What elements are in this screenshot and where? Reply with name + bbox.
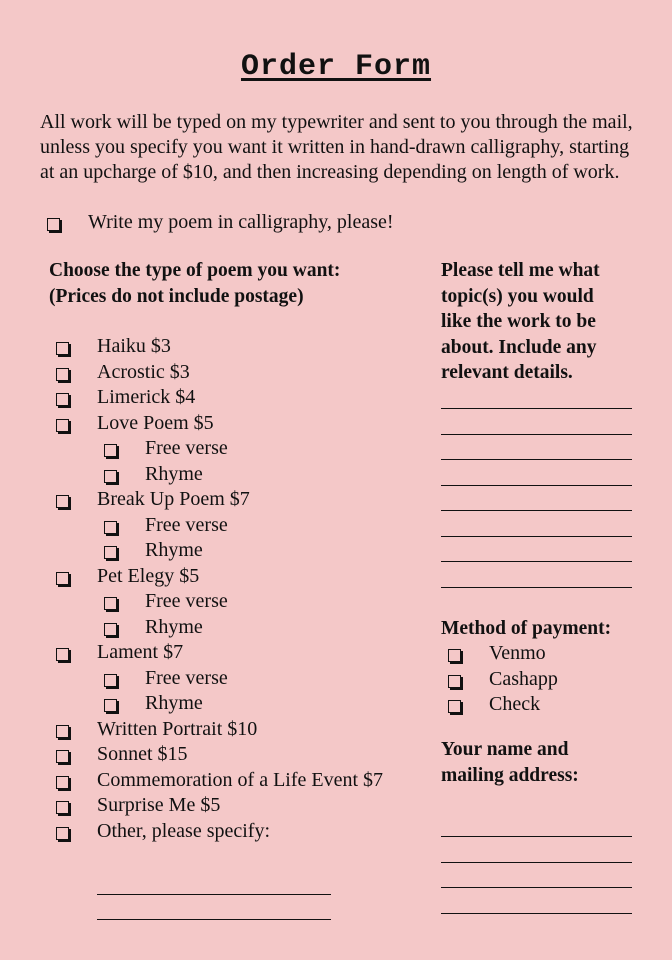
poem-option-label: Rhyme — [145, 539, 203, 561]
address-line[interactable] — [441, 836, 632, 837]
poem-option[interactable] — [49, 717, 419, 742]
checkbox-icon[interactable] — [104, 444, 117, 457]
poem-suboption[interactable] — [97, 538, 467, 563]
checkbox-icon[interactable] — [56, 572, 69, 585]
poem-option-label: Limerick $4 — [97, 386, 196, 408]
topic-heading-line: Please tell me what — [441, 260, 600, 281]
poem-option[interactable] — [49, 360, 419, 385]
checkbox-icon[interactable] — [56, 342, 69, 355]
poem-suboption[interactable] — [97, 513, 467, 538]
payment-option-label: Check — [489, 693, 541, 715]
topic-line[interactable] — [441, 434, 632, 435]
checkbox-icon[interactable] — [448, 649, 461, 662]
checkbox-icon[interactable] — [47, 218, 60, 231]
poem-option-label: Rhyme — [145, 462, 203, 485]
poem-suboption[interactable] — [97, 666, 467, 691]
poem-suboption[interactable] — [97, 462, 467, 487]
poem-option[interactable] — [49, 742, 419, 767]
poem-option-label: Break Up Poem $7 — [97, 488, 250, 510]
poem-option[interactable] — [49, 385, 419, 410]
poem-option-label: Free verse — [145, 666, 228, 689]
poem-option[interactable] — [49, 411, 419, 436]
topic-line[interactable] — [441, 485, 632, 486]
poem-option-label: Free verse — [145, 437, 228, 459]
payment-option-label: Cashapp — [489, 667, 558, 690]
poem-option[interactable] — [49, 564, 419, 589]
checkbox-icon[interactable] — [56, 750, 69, 763]
poem-type-heading: Choose the type of poem you want: — [49, 260, 341, 281]
topic-line[interactable] — [441, 587, 632, 588]
checkbox-icon[interactable] — [104, 699, 117, 712]
checkbox-icon[interactable] — [104, 597, 117, 610]
poem-option-label: Free verse — [145, 513, 228, 536]
topic-heading-line: about. Include any — [441, 336, 597, 358]
poem-suboption[interactable] — [97, 589, 467, 614]
calligraphy-option-label: Write my poem in calligraphy, please! — [88, 211, 394, 233]
checkbox-icon[interactable] — [104, 674, 117, 687]
topic-line[interactable] — [441, 459, 632, 460]
address-line[interactable] — [441, 913, 632, 914]
topic-heading-line: like the work to be — [441, 311, 596, 332]
checkbox-icon[interactable] — [104, 546, 117, 559]
poem-option-label: Lament $7 — [97, 641, 184, 663]
checkbox-icon[interactable] — [448, 675, 461, 688]
poem-suboption[interactable] — [97, 615, 467, 640]
checkbox-icon[interactable] — [104, 521, 117, 534]
checkbox-icon[interactable] — [56, 725, 69, 738]
address-heading-line: Your name and — [441, 739, 569, 760]
poem-option[interactable] — [49, 768, 419, 793]
topic-line[interactable] — [441, 408, 632, 409]
checkbox-icon[interactable] — [56, 495, 69, 508]
poem-option-label: Love Poem $5 — [97, 411, 214, 434]
poem-suboption[interactable] — [97, 436, 467, 461]
poem-option-label: Rhyme — [145, 692, 203, 714]
topic-line[interactable] — [441, 561, 632, 562]
poem-option-label: Free verse — [145, 590, 228, 612]
address-line[interactable] — [441, 887, 632, 888]
postage-note: (Prices do not include postage) — [49, 285, 304, 307]
page-title: Order Form — [240, 50, 432, 84]
poem-option-label: Acrostic $3 — [97, 360, 190, 383]
checkbox-icon[interactable] — [104, 623, 117, 636]
poem-option[interactable] — [49, 487, 419, 512]
topic-line[interactable] — [441, 510, 632, 511]
checkbox-icon[interactable] — [56, 776, 69, 789]
intro-paragraph: All work will be typed on my typewriter and sent to you through the mail, unless you specify you want it written in hand-drawn calligraphy, starting at an upcharge of $10, and then increasing depending on length of work. — [40, 111, 633, 183]
checkbox-icon[interactable] — [56, 801, 69, 814]
checkbox-icon[interactable] — [56, 368, 69, 381]
poem-option-label: Pet Elegy $5 — [97, 564, 200, 587]
checkbox-icon[interactable] — [56, 419, 69, 432]
poem-option[interactable] — [49, 793, 419, 818]
other-specify-line[interactable] — [97, 919, 331, 920]
payment-heading: Method of payment: — [441, 618, 612, 639]
address-heading-line: mailing address: — [441, 764, 579, 786]
poem-option[interactable] — [49, 334, 419, 359]
payment-option-label: Venmo — [489, 642, 546, 664]
checkbox-icon[interactable] — [56, 827, 69, 840]
poem-option-label: Sonnet $15 — [97, 743, 188, 765]
poem-option[interactable] — [49, 819, 419, 844]
checkbox-icon[interactable] — [104, 470, 117, 483]
poem-option-label: Surprise Me $5 — [97, 794, 221, 816]
poem-option-label: Rhyme — [145, 615, 203, 638]
checkbox-icon[interactable] — [56, 393, 69, 406]
poem-option-label: Commemoration of a Life Event $7 — [97, 768, 384, 791]
poem-suboption[interactable] — [97, 691, 467, 716]
other-specify-line[interactable] — [97, 894, 331, 895]
poem-option-label: Other, please specify: — [97, 819, 271, 842]
poem-option[interactable] — [49, 640, 419, 665]
poem-option-label: Written Portrait $10 — [97, 717, 258, 740]
topic-heading-line: topic(s) you would — [441, 285, 594, 307]
checkbox-icon[interactable] — [56, 648, 69, 661]
checkbox-icon[interactable] — [448, 700, 461, 713]
topic-line[interactable] — [441, 536, 632, 537]
poem-option-label: Haiku $3 — [97, 335, 171, 357]
address-line[interactable] — [441, 862, 632, 863]
topic-heading-line: relevant details. — [441, 362, 573, 383]
